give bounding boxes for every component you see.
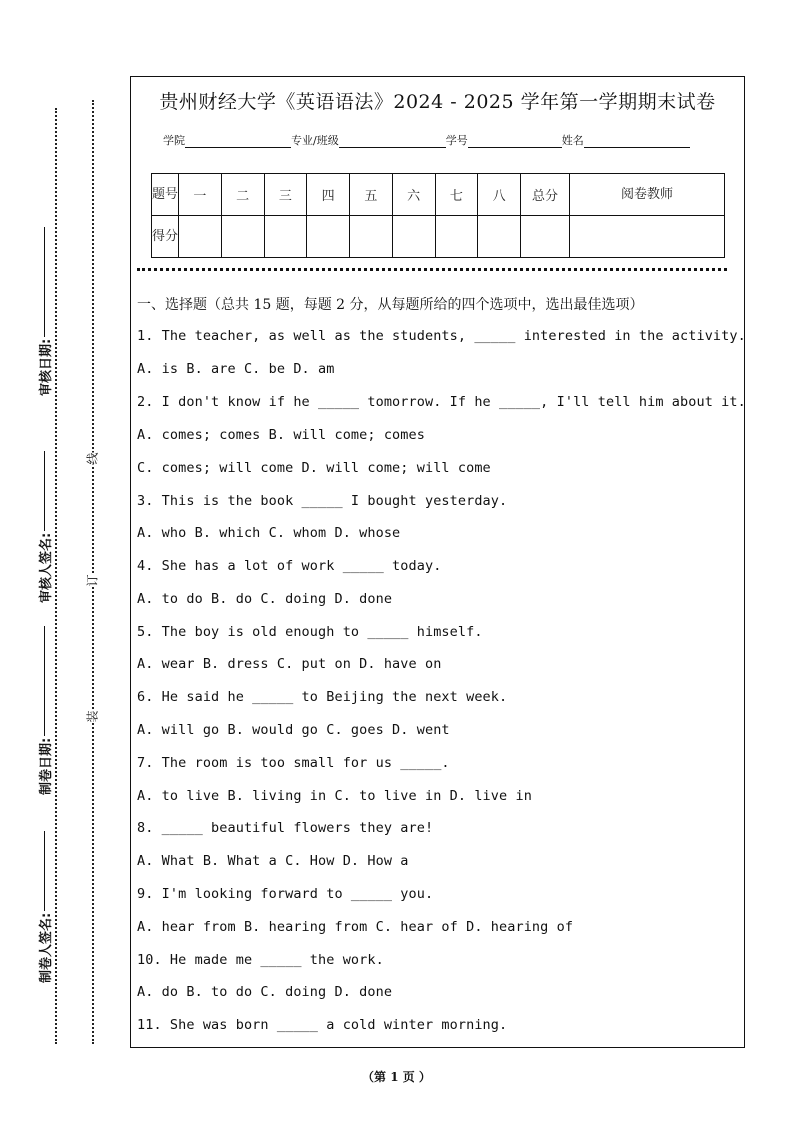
name-label: 姓名	[561, 134, 584, 147]
options-line: A. comes; comes B. will come; comes	[137, 427, 425, 443]
section-separator	[137, 268, 727, 271]
outer-binding-line	[55, 108, 57, 1044]
options-line: A. wear B. dress C. put on D. have on	[137, 656, 442, 672]
maker-date-label: 制卷日期:	[38, 737, 54, 795]
major-label: 专业/班级	[291, 134, 339, 147]
student-id-label: 学号	[445, 134, 468, 147]
maker-sign-label: 制卷人签名:	[38, 912, 54, 983]
options-line: A. hear from B. hearing from C. hear of D. hearing of	[137, 919, 574, 935]
score-cell[interactable]	[570, 216, 725, 258]
reviewer-date-field[interactable]	[34, 226, 54, 396]
page-number: （第 1 页 ）	[362, 1070, 431, 1084]
options-line: A. is B. are C. be D. am	[137, 361, 335, 377]
exam-title: 贵州财经大学《英语语法》2024 - 2025 学年第一学期期末试卷	[159, 91, 716, 113]
exam-frame	[130, 76, 745, 1048]
question-line: 10. He made me _____ the work.	[137, 952, 384, 968]
binding-char-zhuang: 装	[85, 710, 100, 723]
college-field[interactable]	[185, 135, 291, 148]
question-line: 7. The room is too small for us _____.	[137, 755, 450, 771]
college-label: 学院	[163, 134, 185, 147]
score-cell[interactable]	[392, 216, 435, 258]
col-6: 六	[392, 174, 435, 216]
col-4: 四	[307, 174, 350, 216]
inner-binding-line	[92, 100, 94, 1044]
score-cell[interactable]	[179, 216, 222, 258]
binding-char-xian: 线	[85, 452, 100, 465]
score-cell[interactable]	[264, 216, 307, 258]
options-line: A. do B. to do C. doing D. done	[137, 984, 393, 1000]
maker-sign-field[interactable]	[34, 813, 54, 983]
score-head: 得分	[152, 216, 179, 258]
col-2: 二	[221, 174, 264, 216]
question-line: 3. This is the book _____ I bought yesterday.	[137, 493, 508, 509]
student-info-row	[163, 132, 690, 148]
reviewer-sign-label: 审核人签名:	[38, 532, 54, 603]
reviewer-date-label: 审核日期:	[38, 338, 54, 396]
col-8: 八	[478, 174, 521, 216]
binding-char-ding: 订	[85, 574, 100, 587]
col-grader: 阅卷教师	[570, 174, 725, 216]
score-table-header-row	[152, 174, 725, 216]
score-cell[interactable]	[350, 216, 393, 258]
col-total: 总分	[521, 174, 570, 216]
col-3: 三	[264, 174, 307, 216]
score-table	[151, 173, 725, 258]
question-line: 1. The teacher, as well as the students, _____ interested in the activity.	[137, 328, 746, 344]
score-cell[interactable]	[435, 216, 478, 258]
options-line: A. who B. which C. whom D. whose	[137, 525, 401, 541]
name-field[interactable]	[584, 135, 690, 148]
student-id-field[interactable]	[468, 135, 562, 148]
col-7: 七	[435, 174, 478, 216]
score-cell[interactable]	[307, 216, 350, 258]
question-line: 4. She has a lot of work _____ today.	[137, 558, 442, 574]
maker-date-field[interactable]	[34, 625, 54, 795]
major-field[interactable]	[339, 135, 446, 148]
options-line: A. will go B. would go C. goes D. went	[137, 722, 450, 738]
section-title: 一、选择题（总共 15 题，每题 2 分，从每题所给的四个选项中，选出最佳选项）	[137, 297, 644, 313]
question-line: 11. She was born _____ a cold winter morning.	[137, 1017, 508, 1033]
options-line: A. What B. What a C. How D. How a	[137, 853, 409, 869]
col-5: 五	[350, 174, 393, 216]
options-line: C. comes; will come D. will come; will come	[137, 460, 491, 476]
reviewer-sign-field[interactable]	[34, 433, 54, 603]
col-1: 一	[179, 174, 222, 216]
score-table-score-row	[152, 216, 725, 258]
question-number-head: 题号	[152, 174, 179, 216]
question-line: 6. He said he _____ to Beijing the next week.	[137, 689, 508, 705]
score-cell[interactable]	[521, 216, 570, 258]
options-line: A. to live B. living in C. to live in D. live in	[137, 788, 532, 804]
score-cell[interactable]	[478, 216, 521, 258]
question-line: 5. The boy is old enough to _____ himself.	[137, 624, 483, 640]
question-line: 8. _____ beautiful flowers they are!	[137, 820, 434, 836]
question-line: 9. I'm looking forward to _____ you.	[137, 886, 434, 902]
question-line: 2. I don't know if he _____ tomorrow. If he _____, I'll tell him about it.	[137, 394, 746, 410]
score-cell[interactable]	[221, 216, 264, 258]
options-line: A. to do B. do C. doing D. done	[137, 591, 393, 607]
